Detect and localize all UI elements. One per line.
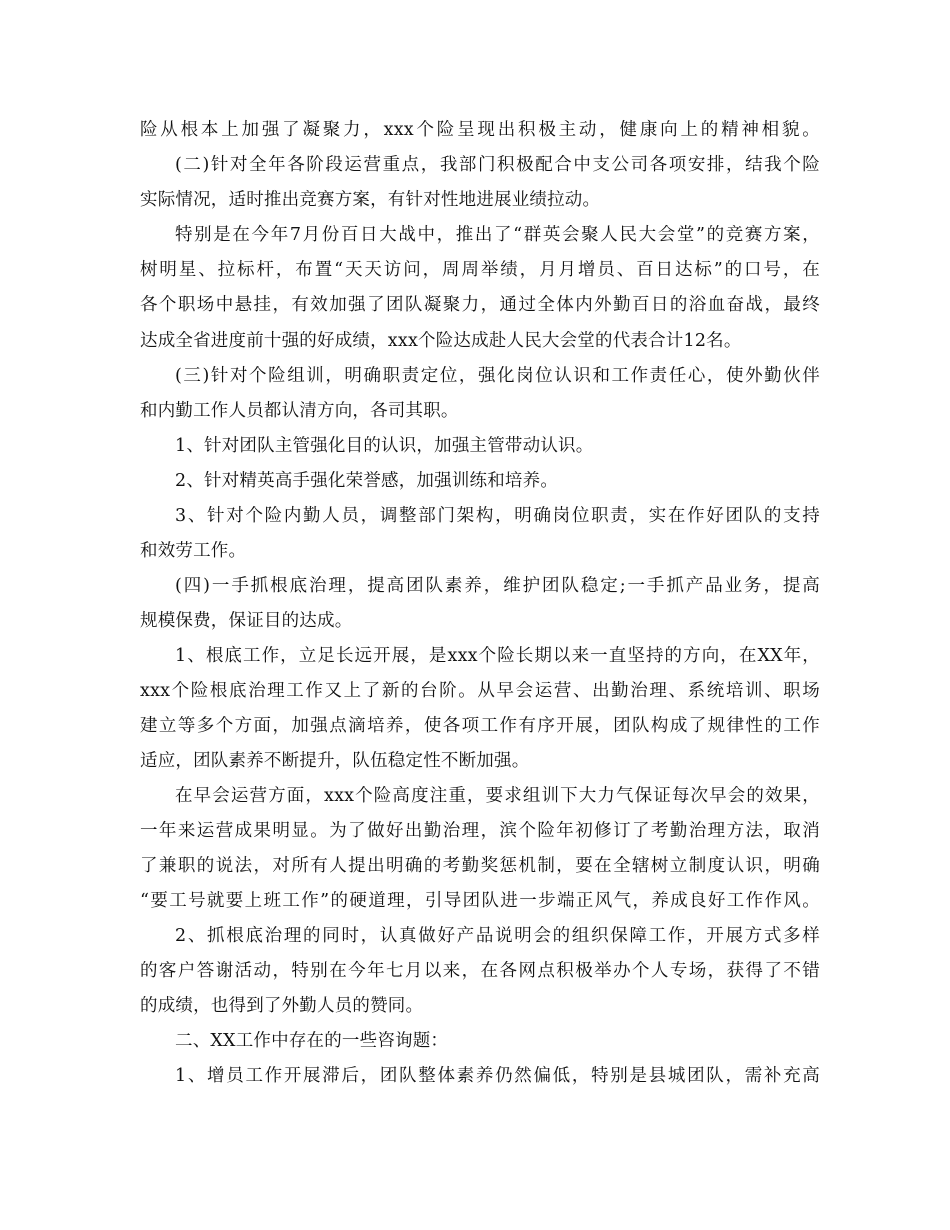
text-line: 建立等多个方面，加强点滴培养，使各项工作有序开展，团队构成了规律性的工作 (140, 716, 820, 736)
text-line: 实际情况，适时推出竞赛方案，有针对性地进展业绩拉动。 (140, 190, 601, 210)
text-line: 在早会运营方面，xxx个险高度注重，要求组训下大力气保证每次早会的效果， (175, 786, 820, 806)
text-line: 和效劳工作。 (140, 541, 247, 561)
text-line: 树明星、拉标杆，布置“天天访问，周周举绩，月月增员、百日达标”的口号，在 (140, 260, 820, 280)
text-line: xxx个险根底治理工作又上了新的台阶。从早会运营、出勤治理、系统培训、职场 (140, 681, 820, 701)
text-line: 规模保费，保证目的达成。 (140, 611, 353, 631)
text-line: 险从根本上加强了凝聚力，xxx个险呈现出积极主动，健康向上的精神相貌。 (140, 120, 820, 140)
text-line: (三)针对个险组训，明确职责定位，强化岗位认识和工作责任心，使外勤伙伴 (175, 366, 820, 386)
text-line: 的客户答谢活动，特别在今年七月以来，在各网点积极举办个人专场，获得了不错 (140, 961, 820, 981)
text-line: 一年来运营成果明显。为了做好出勤治理，滨个险年初修订了考勤治理方法，取消 (140, 821, 820, 841)
text-line: 和内勤工作人员都认清方向，各司其职。 (140, 401, 459, 421)
text-line: 3、针对个险内勤人员，调整部门架构，明确岗位职责，实在作好团队的支持 (175, 506, 820, 526)
text-line: 1、根底工作，立足长远开展，是xxx个险长期以来一直坚持的方向，在XX年， (175, 646, 820, 666)
text-line: 1、针对团队主管强化目的认识，加强主管带动认识。 (175, 436, 594, 456)
text-line: 适应，团队素养不断提升，队伍稳定性不断加强。 (140, 751, 530, 771)
text-line: 各个职场中悬挂，有效加强了团队凝聚力，通过全体内外勤百日的浴血奋战，最终 (140, 295, 820, 315)
text-line: 特别是在今年7月份百日大战中，推出了“群英会聚人民大会堂”的竞赛方案， (175, 225, 820, 245)
text-line: (四)一手抓根底治理，提高团队素养，维护团队稳定;一手抓产品业务，提高 (175, 576, 820, 596)
text-line: 了兼职的说法，对所有人提出明确的考勤奖惩机制，要在全辖树立制度认识，明确 (140, 856, 820, 876)
text-line: (二)针对全年各阶段运营重点，我部门积极配合中支公司各项安排，结我个险 (175, 155, 820, 175)
text-line: 达成全省进度前十强的好成绩，xxx个险达成赴人民大会堂的代表合计12名。 (140, 331, 742, 351)
text-line: 2、抓根底治理的同时，认真做好产品说明会的组织保障工作，开展方式多样 (175, 926, 820, 946)
text-line: “要工号就要上班工作”的硬道理，引导团队进一步端正风气，养成良好工作作风。 (140, 891, 820, 911)
text-line: 2、针对精英高手强化荣誉感，加强训练和培养。 (175, 471, 559, 491)
text-line: 的成绩，也得到了外勤人员的赞同。 (140, 996, 424, 1016)
section-heading: 二、XX工作中存在的一些咨询题： (175, 1031, 449, 1051)
text-line: 1、增员工作开展滞后，团队整体素养仍然偏低，特别是县城团队，需补充高 (175, 1066, 820, 1086)
